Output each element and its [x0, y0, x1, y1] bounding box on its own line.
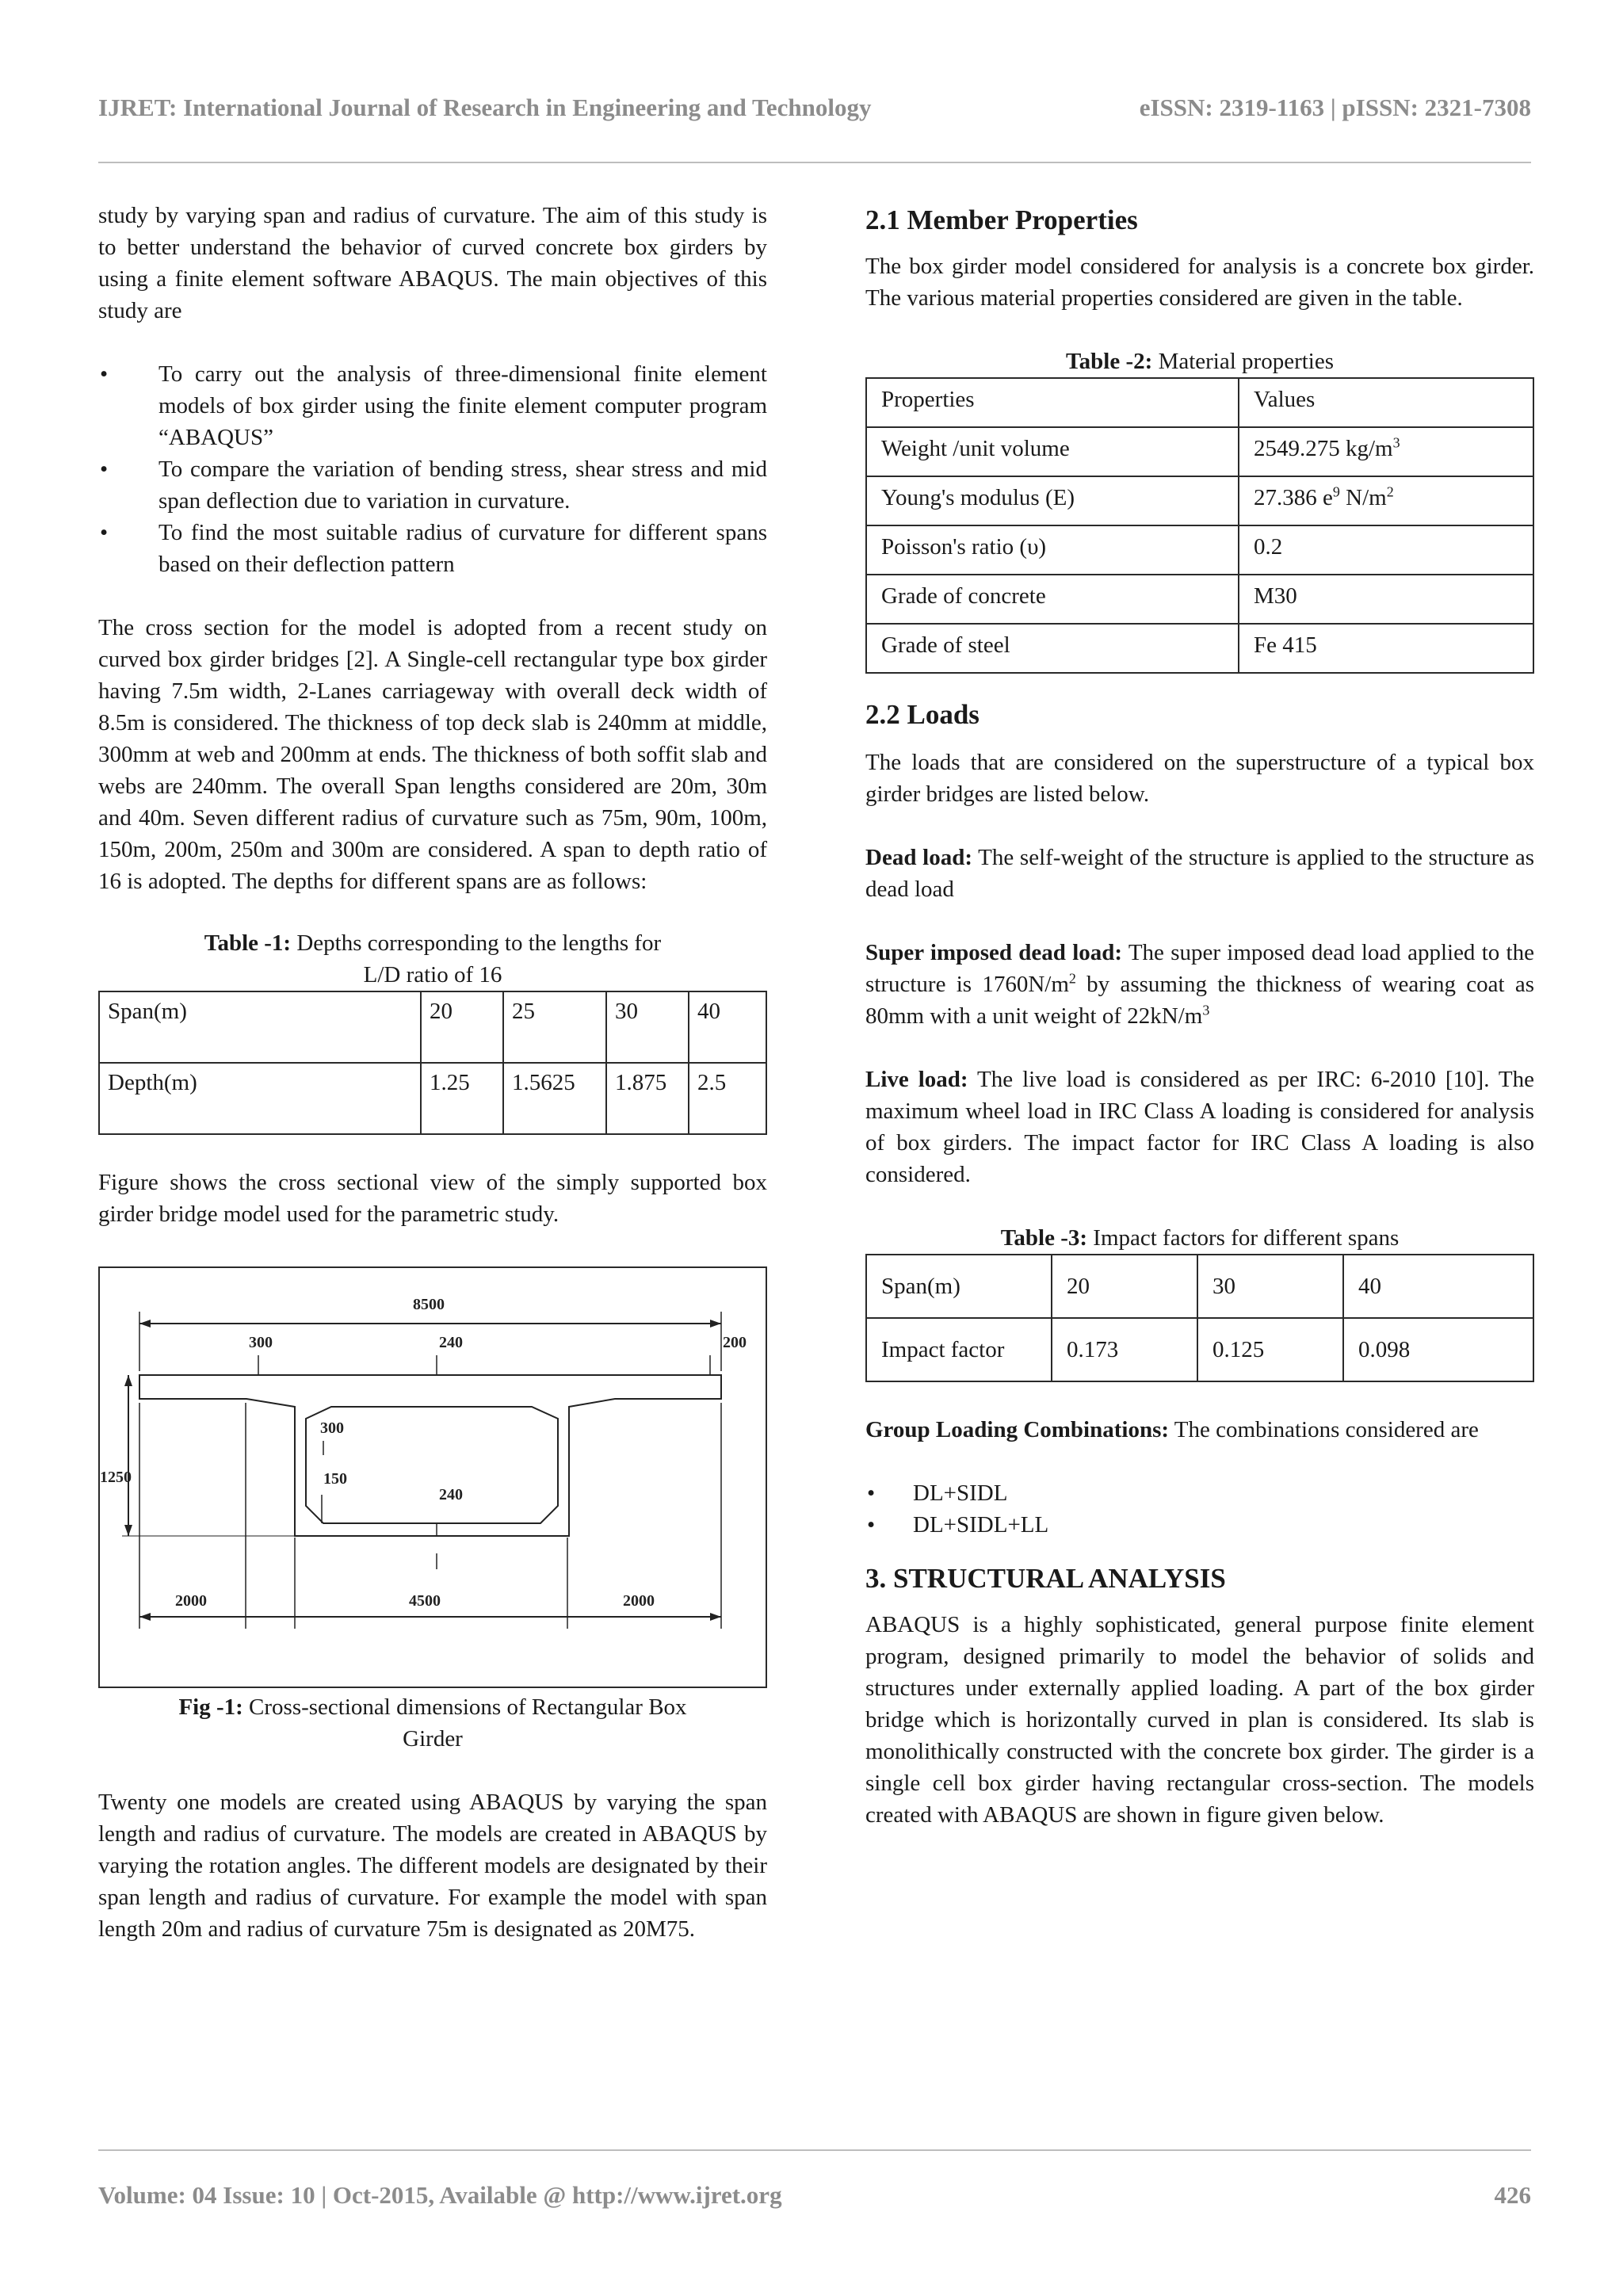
table-cell: Impact factor — [866, 1318, 1052, 1381]
list-item: • DL+SIDL — [865, 1477, 1534, 1509]
table-cell: 25 — [503, 991, 606, 1063]
member-paragraph: The box girder model considered for analysis is a concrete box girder. The various material properties considered are given in the table. — [865, 254, 1534, 311]
dead-load-paragraph: Dead load: The self-weight of the structure is applied to the structure as dead load — [865, 845, 1534, 902]
dim-label-chamfer: 150 — [323, 1470, 347, 1488]
list-item: • To find the most suitable radius of curvature for different spans based on their deflection pattern — [98, 517, 767, 580]
figure-intro-paragraph: Figure shows the cross sectional view of the simply supported box girder bridge model used for the parametric study. — [98, 1170, 767, 1227]
table2-caption-label: Table -2: — [1066, 349, 1153, 374]
page-footer — [98, 2181, 1531, 2210]
dim-label-deck-end: 200 — [723, 1334, 747, 1351]
table-cell: 1.5625 — [503, 1063, 606, 1134]
journal-title: IJRET: International Journal of Research in Engineering and Technology — [98, 94, 872, 121]
table-cell: Grade of steel — [866, 624, 1239, 673]
impact-factor-table — [865, 1254, 1534, 1382]
fig-caption-line2: Girder — [403, 1726, 463, 1752]
list-item: • To carry out the analysis of three-dimensional finite element models of box girder using the finite element computer program “ABAQUS” — [98, 358, 767, 453]
girder-outline — [139, 1375, 721, 1536]
dim-label-deck-mid: 240 — [439, 1334, 463, 1351]
sidl-paragraph: Super imposed dead load: The super imposed dead load applied to the structure is $1760N/m^2$ by assuming the thickness of wearing coat as 80mm with a unit weight of $22kN/m^3$ — [865, 940, 1534, 1029]
right-column — [865, 200, 1534, 1831]
table-row — [99, 1063, 766, 1134]
models-paragraph: Twenty one models are created using ABAQUS by varying the span length and radius of curvature. The models are created in ABAQUS by varying the rotation angles. The different models are designated by their span length and radius of curvature. For example the model with span length 20m and radius of curvature 75m is designated as 20M75. — [98, 1790, 767, 1942]
section-heading-member: 2.1 Member Properties — [865, 204, 1138, 235]
fig-caption-text: Cross-sectional dimensions of Rectangular Box — [242, 1694, 687, 1720]
page-number: 426 — [1494, 2181, 1531, 2209]
table-cell: Span(m) — [99, 991, 421, 1063]
cross-section-figure — [98, 1266, 767, 1688]
table-cell: Values — [1239, 378, 1533, 427]
table-row — [99, 991, 766, 1063]
table-cell: 0.173 — [1052, 1318, 1197, 1381]
section-heading-structural: 3. STRUCTURAL ANALYSIS — [865, 1563, 1226, 1594]
table3-caption — [865, 1222, 1534, 1254]
cross-section-paragraph: The cross section for the model is adopted from a recent study on curved box girder bridges [2]. A Single-cell rectangular type box girder having 7.5m width, 2-Lanes carriageway with overall deck width of 8.5m is considered. The thickness of top deck slab is 240mm at middle, 300mm at web and 200mm at ends. The thickness of both soffit slab and webs are 240mm. The overall Span lengths considered are 20m, 30m and 40m. Seven different radius of curvature such as 75m, 90m, 100m, 150m, 200m, 250m and 300m are considered. A span to depth ratio of 16 is adopted. The depths for different spans are as follows: — [98, 615, 767, 894]
structural-paragraph: ABAQUS is a highly sophisticated, general purpose finite element program, designed primarily to model the behavior of solids and structures under externally applied loading. A part of the box girder bridge which is horizontally curved in plan is considered. Its slab is monolithically constructed with the concrete box girder. The girder is a single cell box girder having rectangular cross-section. The models created with ABAQUS are shown in figure given below. — [865, 1612, 1534, 1828]
table-cell: 40 — [689, 991, 766, 1063]
table-row — [866, 1255, 1533, 1318]
figure-caption — [98, 1691, 767, 1755]
table-cell: Young's modulus (E) — [866, 476, 1239, 525]
table-cell: Fe 415 — [1239, 624, 1533, 673]
dim-label-inner-mid: 240 — [439, 1486, 463, 1503]
table-row — [866, 427, 1533, 476]
table2-caption — [865, 346, 1534, 377]
table-cell: 0.125 — [1197, 1318, 1343, 1381]
intro-paragraph: study by varying span and radius of curvature. The aim of this study is to better understand the behavior of curved concrete box girders by using a finite element software ABAQUS. The main objectives of this study are — [98, 203, 767, 323]
footer-rule — [98, 2149, 1531, 2151]
dim-label-inner-top: 300 — [320, 1419, 344, 1437]
table-cell: Weight /unit volume — [866, 427, 1239, 476]
table1-caption-label: Table -1: — [204, 930, 292, 956]
section-heading-loads: 2.2 Loads — [865, 699, 980, 730]
table-cell: 0.2 — [1239, 525, 1533, 575]
header-rule — [98, 162, 1531, 163]
dim-label-left-overhang: 2000 — [175, 1592, 207, 1610]
table-cell: Span(m) — [866, 1255, 1052, 1318]
table2-caption-text: Material properties — [1152, 349, 1334, 374]
table-row — [866, 378, 1533, 427]
table-cell: 40 — [1343, 1255, 1533, 1318]
table-row — [866, 476, 1533, 525]
table1-caption-text: Depths corresponding to the lengths for — [291, 930, 662, 956]
table-cell: Depth(m) — [99, 1063, 421, 1134]
dim-label-deck-web: 300 — [249, 1334, 273, 1351]
table3-caption-label: Table -3: — [1000, 1225, 1088, 1251]
table-cell: 0.098 — [1343, 1318, 1533, 1381]
table-cell: Properties — [866, 378, 1239, 427]
loads-paragraph: The loads that are considered on the superstructure of a typical box girder bridges are listed below. — [865, 750, 1534, 807]
table3-caption-text: Impact factors for different spans — [1087, 1225, 1400, 1251]
table-cell: Poisson's ratio (υ) — [866, 525, 1239, 575]
table-cell: 1.25 — [421, 1063, 503, 1134]
list-item: • To compare the variation of bending stress, shear stress and mid span deflection due to variation in curvature. — [98, 453, 767, 517]
dim-label-depth: 1250 — [100, 1469, 132, 1486]
table-row — [866, 525, 1533, 575]
left-column — [98, 200, 767, 1945]
table-cell: M30 — [1239, 575, 1533, 624]
box-girder-drawing — [100, 1268, 766, 1683]
table1-caption — [98, 927, 767, 991]
table-cell: 30 — [606, 991, 689, 1063]
depth-table — [98, 991, 767, 1135]
dim-label-overall: 8500 — [413, 1296, 445, 1313]
issn: eISSN: 2319-1163 | pISSN: 2321-7308 — [1139, 94, 1531, 121]
table-cell: 1.875 — [606, 1063, 689, 1134]
page-header — [98, 94, 1531, 122]
dim-label-cell-width: 4500 — [409, 1592, 441, 1610]
table-cell: 20 — [421, 991, 503, 1063]
table-cell: 27.386 $e^9$ $N/m^2$ — [1239, 476, 1533, 525]
table-cell: 2549.275 $kg/m^3$ — [1239, 427, 1533, 476]
combinations-list — [865, 1477, 1534, 1541]
table1-caption-line2: L/D ratio of 16 — [363, 962, 502, 988]
volume-info: Volume: 04 Issue: 10 | Oct-2015, Available @ http://www.ijret.org — [98, 2181, 782, 2209]
table-row — [866, 624, 1533, 673]
table-cell: 30 — [1197, 1255, 1343, 1318]
table-row — [866, 1318, 1533, 1381]
objectives-list — [98, 358, 767, 580]
table-cell: 20 — [1052, 1255, 1197, 1318]
live-load-paragraph: Live load: The live load is considered as per IRC: 6-2010 [10]. The maximum wheel load in IRC Class A loading is considered for analysis of box girders. The impact factor for IRC Class A loading is also considered. — [865, 1067, 1534, 1187]
list-item: • DL+SIDL+LL — [865, 1509, 1534, 1541]
table-cell: Grade of concrete — [866, 575, 1239, 624]
fig-caption-label: Fig -1: — [178, 1694, 243, 1720]
table-cell: 2.5 — [689, 1063, 766, 1134]
group-loading-paragraph: Group Loading Combinations: The combinations considered are — [865, 1417, 1479, 1442]
table-row — [866, 575, 1533, 624]
dim-label-right-overhang: 2000 — [623, 1592, 655, 1610]
material-table — [865, 377, 1534, 674]
